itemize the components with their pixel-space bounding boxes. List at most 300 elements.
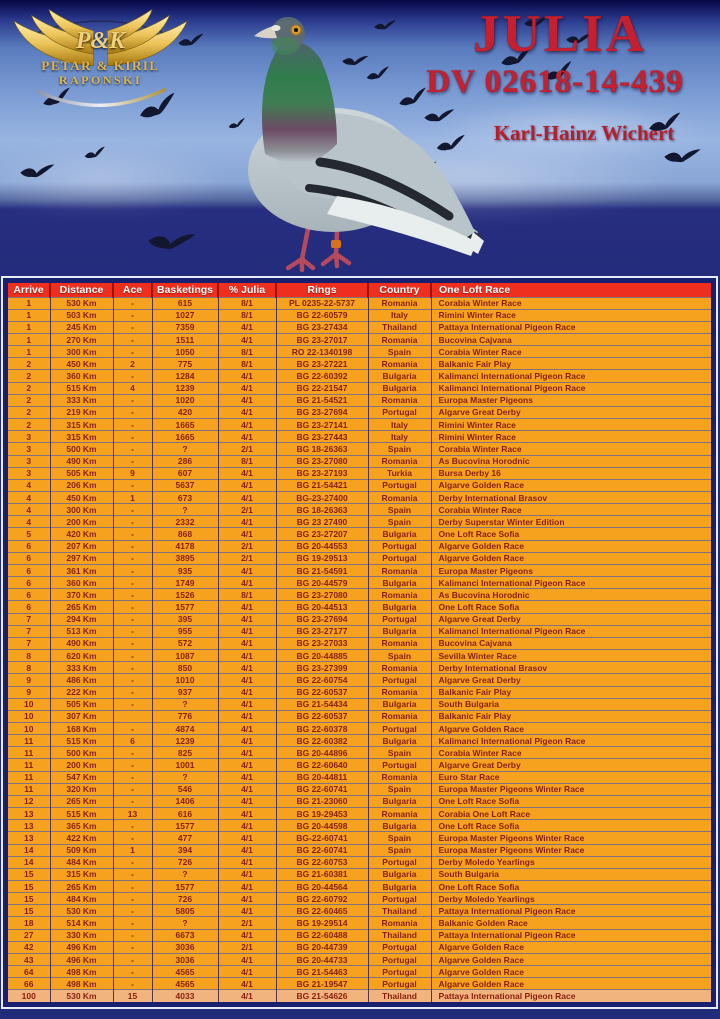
cell-country: Portugal	[368, 613, 431, 625]
cell-ace: -	[113, 406, 152, 418]
table-header-row	[8, 283, 711, 297]
cell-rings: BG 23-27080	[276, 589, 368, 601]
cell-arrive: 1	[8, 346, 50, 358]
cell-rings: BG 20-44579	[276, 577, 368, 589]
cell-pct-julia: 4/1	[218, 394, 276, 406]
cell-race: Europa Master Pigeons Winter Race	[431, 844, 711, 856]
table-row	[8, 856, 711, 868]
cell-pct-julia: 8/1	[218, 346, 276, 358]
cell-basketings: 1577	[152, 601, 218, 613]
cell-country: Portugal	[368, 722, 431, 734]
cell-distance: 307 Km	[50, 710, 113, 722]
cell-ace: -	[113, 674, 152, 686]
cell-race: Algarve Golden Race	[431, 953, 711, 965]
cell-distance: 500 Km	[50, 443, 113, 455]
cell-pct-julia: 4/1	[218, 431, 276, 443]
cell-distance: 207 Km	[50, 540, 113, 552]
cell-ace: 15	[113, 990, 152, 1002]
cell-rings: BG 22-60640	[276, 759, 368, 771]
table-row	[8, 710, 711, 722]
cell-country: Bulgaria	[368, 382, 431, 394]
cell-arrive: 13	[8, 808, 50, 820]
cell-ace: -	[113, 552, 152, 564]
table-row	[8, 333, 711, 345]
cell-ace: -	[113, 504, 152, 516]
cell-country: Romania	[368, 564, 431, 576]
cell-country: Portugal	[368, 856, 431, 868]
cell-rings: BG 22-60579	[276, 309, 368, 321]
cell-country: Thailand	[368, 321, 431, 333]
cell-pct-julia: 4/1	[218, 637, 276, 649]
cell-arrive: 4	[8, 516, 50, 528]
cell-race: Kalimanci International Pigeon Race	[431, 382, 711, 394]
cell-ace: -	[113, 370, 152, 382]
cell-ace: -	[113, 540, 152, 552]
cell-pct-julia: 4/1	[218, 686, 276, 698]
cell-country: Portugal	[368, 893, 431, 905]
cell-rings: BG 21-54421	[276, 479, 368, 491]
cell-pct-julia: 4/1	[218, 710, 276, 722]
cell-ace: -	[113, 966, 152, 978]
table-row	[8, 820, 711, 832]
cell-distance: 496 Km	[50, 953, 113, 965]
cell-race: One Loft Race Sofia	[431, 795, 711, 807]
column-header-basketings: Basketings	[152, 283, 218, 297]
cell-country: Romania	[368, 917, 431, 929]
cell-distance: 505 Km	[50, 467, 113, 479]
cell-ace	[113, 710, 152, 722]
cell-arrive: 2	[8, 370, 50, 382]
cell-arrive: 6	[8, 552, 50, 564]
table-row	[8, 759, 711, 771]
cell-ace: -	[113, 771, 152, 783]
cell-rings: BG 23-27141	[276, 419, 368, 431]
cell-rings: BG 20-44739	[276, 941, 368, 953]
cell-ace: -	[113, 479, 152, 491]
cell-country: Portugal	[368, 953, 431, 965]
cell-ace: -	[113, 905, 152, 917]
cell-basketings: 1001	[152, 759, 218, 771]
cell-arrive: 7	[8, 613, 50, 625]
cell-distance: 330 Km	[50, 929, 113, 941]
cell-ace: -	[113, 321, 152, 333]
flying-bird-icon	[83, 145, 106, 162]
cell-arrive: 1	[8, 297, 50, 309]
cell-ace: -	[113, 346, 152, 358]
cell-arrive: 15	[8, 893, 50, 905]
cell-distance: 222 Km	[50, 686, 113, 698]
cell-arrive: 10	[8, 710, 50, 722]
cell-race: One Loft Race Sofia	[431, 528, 711, 540]
table-row	[8, 808, 711, 820]
cell-race: Pattaya International Pigeon Race	[431, 905, 711, 917]
cell-pct-julia: 2/1	[218, 504, 276, 516]
cell-distance: 294 Km	[50, 613, 113, 625]
cell-country: Spain	[368, 504, 431, 516]
cell-arrive: 10	[8, 698, 50, 710]
cell-distance: 315 Km	[50, 419, 113, 431]
table-row	[8, 601, 711, 613]
cell-race: Rimini Winter Race	[431, 419, 711, 431]
cell-country: Thailand	[368, 905, 431, 917]
cell-country: Bulgaria	[368, 820, 431, 832]
table-row	[8, 625, 711, 637]
cell-race: Algarve Great Derby	[431, 674, 711, 686]
cell-arrive: 9	[8, 674, 50, 686]
table-row	[8, 479, 711, 491]
cell-country: Romania	[368, 710, 431, 722]
cell-rings: BG 23-27434	[276, 321, 368, 333]
table-row	[8, 467, 711, 479]
cell-country: Romania	[368, 297, 431, 309]
cell-arrive: 2	[8, 406, 50, 418]
cell-pct-julia: 4/1	[218, 650, 276, 662]
cell-ace: -	[113, 686, 152, 698]
cell-pct-julia: 2/1	[218, 443, 276, 455]
table-row	[8, 990, 711, 1002]
cell-distance: 498 Km	[50, 966, 113, 978]
cell-country: Bulgaria	[368, 577, 431, 589]
cell-country: Bulgaria	[368, 625, 431, 637]
cell-pct-julia: 4/1	[218, 808, 276, 820]
cell-rings: BG 23-27017	[276, 333, 368, 345]
cell-ace: -	[113, 516, 152, 528]
cell-rings: BG-23-27400	[276, 492, 368, 504]
cell-basketings: 1239	[152, 382, 218, 394]
cell-distance: 530 Km	[50, 905, 113, 917]
cell-race: Algarve Great Derby	[431, 406, 711, 418]
cell-arrive: 2	[8, 419, 50, 431]
cell-country: Portugal	[368, 406, 431, 418]
cell-race: Kalimanci International Pigeon Race	[431, 370, 711, 382]
cell-distance: 490 Km	[50, 455, 113, 467]
pigeon-illustration	[185, 4, 485, 276]
cell-pct-julia: 8/1	[218, 455, 276, 467]
cell-rings: BG 23-27694	[276, 613, 368, 625]
cell-country: Romania	[368, 333, 431, 345]
cell-race: As Bucovina Horodnic	[431, 455, 711, 467]
cell-distance: 265 Km	[50, 881, 113, 893]
cell-rings: BG 22-60382	[276, 735, 368, 747]
cell-country: Spain	[368, 516, 431, 528]
cell-ace: -	[113, 783, 152, 795]
cell-arrive: 10	[8, 722, 50, 734]
cell-rings: BG 22-60465	[276, 905, 368, 917]
cell-basketings: 3036	[152, 953, 218, 965]
cell-arrive: 3	[8, 443, 50, 455]
cell-arrive: 9	[8, 686, 50, 698]
cell-arrive: 6	[8, 564, 50, 576]
cell-arrive: 6	[8, 601, 50, 613]
cell-rings: BG 22-60537	[276, 710, 368, 722]
cell-arrive: 13	[8, 820, 50, 832]
cell-basketings: 1050	[152, 346, 218, 358]
cell-race: Algarve Great Derby	[431, 613, 711, 625]
table-row	[8, 735, 711, 747]
cell-ace: -	[113, 722, 152, 734]
cell-rings: BG 19-29514	[276, 917, 368, 929]
column-header-rings: Rings	[276, 283, 368, 297]
table-row	[8, 613, 711, 625]
cell-race: Pattaya International Pigeon Race	[431, 990, 711, 1002]
cell-arrive: 11	[8, 759, 50, 771]
cell-country: Romania	[368, 455, 431, 467]
cell-basketings: 615	[152, 297, 218, 309]
table-row	[8, 795, 711, 807]
cell-ace: -	[113, 662, 152, 674]
cell-arrive: 43	[8, 953, 50, 965]
cell-basketings: 955	[152, 625, 218, 637]
header-banner	[0, 0, 720, 278]
cell-ace: -	[113, 577, 152, 589]
table-row	[8, 783, 711, 795]
cell-rings: BG 20-44885	[276, 650, 368, 662]
cell-rings: BG 22-60378	[276, 722, 368, 734]
cell-country: Spain	[368, 443, 431, 455]
cell-arrive: 7	[8, 625, 50, 637]
table-row	[8, 637, 711, 649]
cell-race: Algarve Golden Race	[431, 479, 711, 491]
cell-rings: BG 20-44564	[276, 881, 368, 893]
cell-distance: 547 Km	[50, 771, 113, 783]
cell-rings: BG 21-19547	[276, 978, 368, 990]
cell-rings: BG 23-27033	[276, 637, 368, 649]
cell-race: Kalimanci International Pigeon Race	[431, 625, 711, 637]
cell-basketings: 7359	[152, 321, 218, 333]
cell-race: Pattaya International Pigeon Race	[431, 929, 711, 941]
cell-race: Derby International Brasov	[431, 492, 711, 504]
cell-pct-julia: 8/1	[218, 297, 276, 309]
cell-basketings: 775	[152, 358, 218, 370]
cell-arrive: 8	[8, 650, 50, 662]
cell-basketings: 1526	[152, 589, 218, 601]
cell-distance: 297 Km	[50, 552, 113, 564]
cell-basketings: 420	[152, 406, 218, 418]
cell-ace: -	[113, 419, 152, 431]
table-row	[8, 844, 711, 856]
cell-basketings: 850	[152, 662, 218, 674]
cell-ace: 6	[113, 735, 152, 747]
cell-arrive: 11	[8, 783, 50, 795]
cell-rings: BG 21-54463	[276, 966, 368, 978]
cell-rings: BG 22-60792	[276, 893, 368, 905]
cell-arrive: 14	[8, 856, 50, 868]
cell-pct-julia: 4/1	[218, 601, 276, 613]
table-row	[8, 309, 711, 321]
cell-race: Europa Master Pigeons Winter Race	[431, 783, 711, 795]
cell-arrive: 2	[8, 382, 50, 394]
cell-country: Romania	[368, 662, 431, 674]
cell-rings: BG 20-44598	[276, 820, 368, 832]
results-table-frame	[1, 276, 718, 1009]
cell-pct-julia: 4/1	[218, 528, 276, 540]
cell-basketings: 1010	[152, 674, 218, 686]
cell-race: Corabia Winter Race	[431, 443, 711, 455]
table-row	[8, 966, 711, 978]
cell-pct-julia: 4/1	[218, 406, 276, 418]
cell-distance: 200 Km	[50, 516, 113, 528]
cell-basketings: ?	[152, 771, 218, 783]
table-row	[8, 516, 711, 528]
cell-race: Balkanic Golden Race	[431, 917, 711, 929]
cell-ace: -	[113, 832, 152, 844]
cell-distance: 422 Km	[50, 832, 113, 844]
cell-distance: 530 Km	[50, 297, 113, 309]
cell-basketings: 4565	[152, 978, 218, 990]
cell-distance: 370 Km	[50, 589, 113, 601]
cell-country: Romania	[368, 589, 431, 601]
cell-pct-julia: 4/1	[218, 893, 276, 905]
logo-name-line2: RAPONSKI	[58, 73, 143, 87]
cell-basketings: 1406	[152, 795, 218, 807]
cell-arrive: 3	[8, 467, 50, 479]
cell-basketings: 4565	[152, 966, 218, 978]
cell-race: Rimini Winter Race	[431, 431, 711, 443]
cell-race: One Loft Race Sofia	[431, 601, 711, 613]
cell-country: Turkia	[368, 467, 431, 479]
cell-rings: BG 21-23060	[276, 795, 368, 807]
cell-ace: -	[113, 893, 152, 905]
cell-pct-julia: 8/1	[218, 309, 276, 321]
cell-arrive: 11	[8, 771, 50, 783]
cell-country: Italy	[368, 431, 431, 443]
cell-basketings: 1020	[152, 394, 218, 406]
cell-country: Bulgaria	[368, 601, 431, 613]
table-row	[8, 905, 711, 917]
cell-rings: BG 20-44733	[276, 953, 368, 965]
cell-ace: -	[113, 868, 152, 880]
cell-rings: BG 21-54626	[276, 990, 368, 1002]
cell-ace: -	[113, 309, 152, 321]
cell-arrive: 1	[8, 321, 50, 333]
cell-race: Rimini Winter Race	[431, 309, 711, 321]
cell-rings: BG 22-60537	[276, 686, 368, 698]
cell-pct-julia: 4/1	[218, 419, 276, 431]
cell-country: Spain	[368, 844, 431, 856]
cell-arrive: 8	[8, 662, 50, 674]
cell-race: Derby Moledo Yearlings	[431, 856, 711, 868]
cell-pct-julia: 4/1	[218, 492, 276, 504]
table-row	[8, 370, 711, 382]
table-row	[8, 941, 711, 953]
cell-basketings: 726	[152, 856, 218, 868]
logo-monogram: P&K	[75, 28, 126, 54]
cell-race: Derby Superstar Winter Edition	[431, 516, 711, 528]
cell-distance: 490 Km	[50, 637, 113, 649]
cell-distance: 514 Km	[50, 917, 113, 929]
results-table	[8, 283, 711, 1002]
cell-basketings: 286	[152, 455, 218, 467]
cell-rings: BG 23-27193	[276, 467, 368, 479]
cell-country: Italy	[368, 419, 431, 431]
cell-pct-julia: 4/1	[218, 479, 276, 491]
cell-rings: BG 18-26363	[276, 504, 368, 516]
cell-race: Derby International Brasov	[431, 662, 711, 674]
cell-pct-julia: 4/1	[218, 783, 276, 795]
column-header-arrive: Arrive	[8, 283, 50, 297]
cell-basketings: 4874	[152, 722, 218, 734]
cell-rings: BG 22-60488	[276, 929, 368, 941]
cell-arrive: 6	[8, 589, 50, 601]
cell-distance: 515 Km	[50, 808, 113, 820]
cell-race: Sevilla Winter Race	[431, 650, 711, 662]
cell-ace: -	[113, 747, 152, 759]
cell-race: Algarve Golden Race	[431, 966, 711, 978]
cell-ace: -	[113, 941, 152, 953]
cell-distance: 360 Km	[50, 577, 113, 589]
cell-rings: BG 23-27221	[276, 358, 368, 370]
cell-pct-julia: 4/1	[218, 722, 276, 734]
table-row	[8, 406, 711, 418]
cell-pct-julia: 4/1	[218, 881, 276, 893]
cell-ace: -	[113, 953, 152, 965]
cell-race: Corabia Winter Race	[431, 297, 711, 309]
cell-pct-julia: 4/1	[218, 856, 276, 868]
cell-race: Corabia Winter Race	[431, 747, 711, 759]
cell-arrive: 1	[8, 309, 50, 321]
cell-basketings: 607	[152, 467, 218, 479]
cell-basketings: ?	[152, 443, 218, 455]
cell-rings: BG 20-44553	[276, 540, 368, 552]
cell-distance: 200 Km	[50, 759, 113, 771]
cell-pct-julia: 4/1	[218, 577, 276, 589]
cell-race: Corabia Winter Race	[431, 346, 711, 358]
table-row	[8, 297, 711, 309]
cell-ace: -	[113, 333, 152, 345]
cell-rings: BG 19-29513	[276, 552, 368, 564]
cell-basketings: 1577	[152, 820, 218, 832]
cell-distance: 498 Km	[50, 978, 113, 990]
cell-ace: -	[113, 564, 152, 576]
cell-arrive: 100	[8, 990, 50, 1002]
cell-arrive: 4	[8, 504, 50, 516]
cell-ace: -	[113, 759, 152, 771]
cell-distance: 365 Km	[50, 820, 113, 832]
cell-distance: 515 Km	[50, 382, 113, 394]
cell-rings: BG 23 27490	[276, 516, 368, 528]
column-header-pct-julia: % Julia	[218, 283, 276, 297]
cell-basketings: 546	[152, 783, 218, 795]
cell-country: Portugal	[368, 966, 431, 978]
table-row	[8, 492, 711, 504]
cell-ace: -	[113, 856, 152, 868]
cell-country: Portugal	[368, 674, 431, 686]
cell-basketings: ?	[152, 698, 218, 710]
cell-ace: 4	[113, 382, 152, 394]
cell-basketings: 937	[152, 686, 218, 698]
cell-ace: 9	[113, 467, 152, 479]
breeder-name: Karl-Hainz Wichert	[493, 121, 675, 145]
cell-rings: BG 20-44513	[276, 601, 368, 613]
cell-pct-julia: 4/1	[218, 771, 276, 783]
cell-distance: 206 Km	[50, 479, 113, 491]
cell-race: Kalimanci International Pigeon Race	[431, 577, 711, 589]
column-header-distance: Distance	[50, 283, 113, 297]
cell-basketings: 1511	[152, 333, 218, 345]
cell-arrive: 5	[8, 528, 50, 540]
cell-race: South Bulgaria	[431, 868, 711, 880]
cell-pct-julia: 4/1	[218, 382, 276, 394]
cell-country: Bulgaria	[368, 795, 431, 807]
table-body	[8, 297, 711, 1002]
cell-arrive: 13	[8, 832, 50, 844]
cell-ace: 13	[113, 808, 152, 820]
cell-basketings: 935	[152, 564, 218, 576]
table-row	[8, 917, 711, 929]
cell-distance: 450 Km	[50, 492, 113, 504]
table-row	[8, 722, 711, 734]
cell-pct-julia: 8/1	[218, 358, 276, 370]
